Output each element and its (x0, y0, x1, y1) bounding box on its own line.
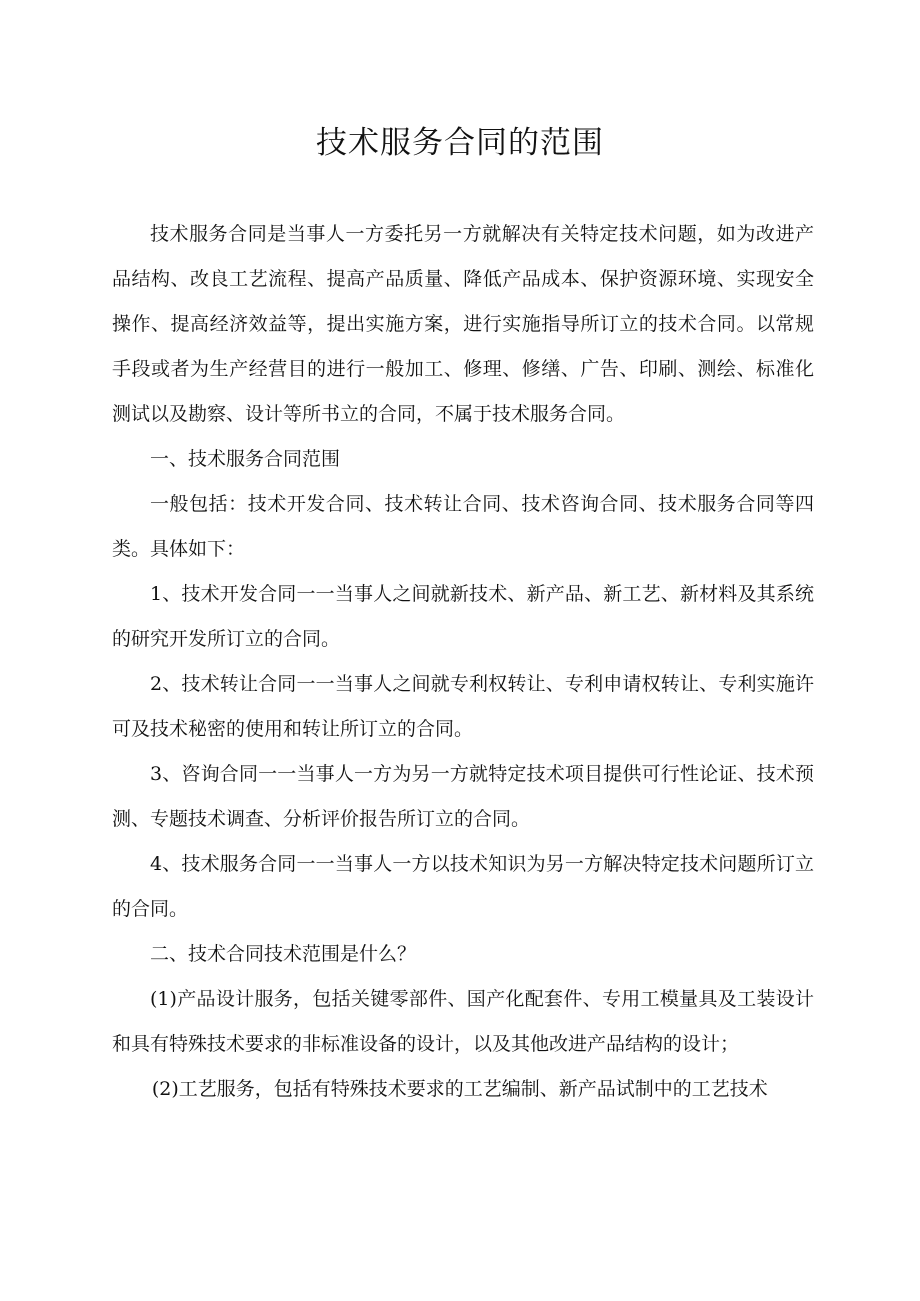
heading-section-1: 一、技术服务合同范围 (150, 448, 341, 470)
heading-section-2: 二、技术合同技术范围是什么？ (150, 943, 417, 965)
document-body (112, 212, 814, 1112)
list-item-product-design: (1)产品设计服务，包括关键零部件、国产化配套件、专用工模量具及工装设计和具有特殊技术要求的非标准设备的设计，以及其他改进产品结构的设计； (112, 988, 814, 1055)
paragraph-intro: 技术服务合同是当事人一方委托另一方就解决有关特定技术问题，如为改进产品结构、改良工艺流程、提高产品质量、降低产品成本、保护资源环境、实现安全操作、提高经济效益等，提出实施方案，进行实施指导所订立的技术合同。以常规手段或者为生产经营目的进行一般加工、修理、修缮、广告、印刷、测绘、标准化测试以及勘察、设计等所书立的合同，不属于技术服务合同。 (112, 223, 814, 425)
paragraph-general: 一般包括：技术开发合同、技术转让合同、技术咨询合同、技术服务合同等四类。具体如下： (112, 493, 814, 560)
list-item-2: 2、技术转让合同一一当事人之间就专利权转让、专利申请权转让、专利实施许可及技术秘密的使用和转让所订立的合同。 (112, 673, 814, 740)
list-item-process-service: (2)工艺服务，包括有特殊技术要求的工艺编制、新产品试制中的工艺技术 (151, 1078, 768, 1100)
list-item-1: 1、技术开发合同一一当事人之间就新技术、新产品、新工艺、新材料及其系统的研究开发所订立的合同。 (112, 583, 814, 650)
list-item-3: 3、咨询合同一一当事人一方为另一方就特定技术项目提供可行性论证、技术预测、专题技术调查、分析评价报告所订立的合同。 (112, 763, 814, 830)
document-title: 技术服务合同的范围 (316, 125, 604, 161)
list-item-4: 4、技术服务合同一一当事人一方以技术知识为另一方解决特定技术问题所订立的合同。 (112, 853, 814, 920)
